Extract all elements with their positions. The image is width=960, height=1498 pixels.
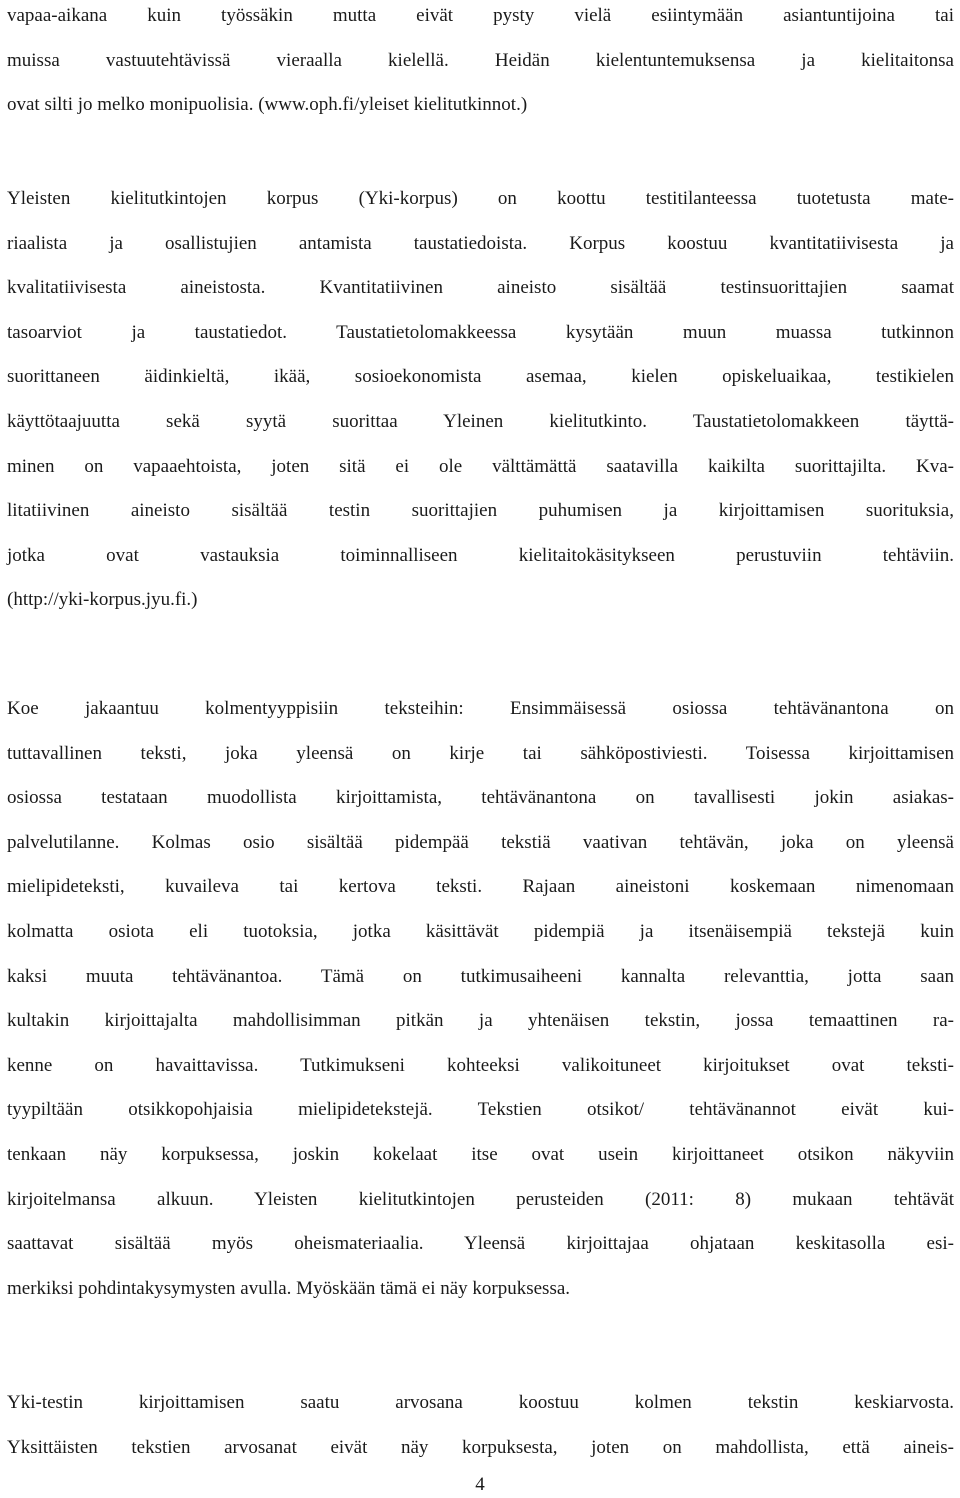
- text-line: Yki-testin kirjoittamisen saatu arvosana koostuu kolmen tekstin keskiarvosta.: [7, 1392, 954, 1413]
- text-line: kolmatta osiota eli tuotoksia, jotka käsittävät pidempiä ja itsenäisempiä tekstejä kuin: [7, 920, 954, 942]
- text-line: riaalista ja osallistujien antamista taustatiedoista. Korpus koostuu kvantitatiivisesta ja: [7, 232, 954, 254]
- text-line: minen on vapaaehtoista, joten sitä ei ole välttämättä saatavilla kaikilta suorittajilta. Kva-: [7, 455, 954, 477]
- text-line: ovat silti jo melko monipuolisia. (www.oph.fi/yleiset kielitutkinnot.): [7, 94, 528, 116]
- text-line: mielipideteksti, kuvaileva tai kertova teksti. Rajaan aineistoni koskemaan nimenomaan: [7, 876, 954, 898]
- text-line: kirjoitelmansa alkuun. Yleisten kielitutkintojen perusteiden (2011: 8) mukaan tehtävät: [7, 1188, 954, 1210]
- text-line: tenkaan näy korpuksessa, joskin kokelaat itse ovat usein kirjoittaneet otsikon näkyviin: [7, 1143, 954, 1165]
- text-line: merkiksi pohdintakysymysten avulla. Myöskään tämä ei näy korpuksessa.: [7, 1277, 571, 1299]
- text-line: kvalitatiivisesta aineistosta. Kvantitatiivinen aineisto sisältää testinsuorittajien saamat: [7, 277, 954, 299]
- text-line: Yleisten kielitutkintojen korpus (Yki-korpus) on koottu testitilanteessa tuotetusta mate-: [7, 188, 954, 209]
- text-line: tuttavallinen teksti, joka yleensä on kirje tai sähköpostiviesti. Toisessa kirjoittamisen: [7, 742, 954, 764]
- text-line: osiossa testataan muodollista kirjoittamista, tehtävänantona on tavallisesti jokin asiakas-: [7, 787, 954, 809]
- paragraph-4: [7, 1381, 954, 1470]
- text-line: Yksittäisten tekstien arvosanat eivät näy korpuksesta, joten on mahdollista, että aineis-: [7, 1436, 954, 1458]
- text-line: suorittaneen äidinkieltä, ikää, sosioekonomista asemaa, kielen opiskeluaikaa, testikielen: [7, 366, 954, 388]
- text-line: litatiivinen aineisto sisältää testin suorittajien puhumisen ja kirjoittamisen suorituksia,: [7, 500, 954, 522]
- text-line: muissa vastuutehtävissä vieraalla kielellä. Heidän kielentuntemuksensa ja kielitaitonsa: [7, 49, 954, 71]
- paragraph-3: [7, 687, 954, 1311]
- text-line: saattavat sisältää myös oheismateriaalia. Yleensä kirjoittajaa ohjataan keskitasolla esi-: [7, 1233, 954, 1255]
- text-line: kenne on havaittavissa. Tutkimukseni kohteeksi valikoituneet kirjoitukset ovat teksti-: [7, 1054, 954, 1076]
- page-number: 4: [475, 1474, 485, 1495]
- text-line: jotka ovat vastauksia toiminnalliseen kielitaitokäsitykseen perustuviin tehtäviin.: [7, 544, 954, 566]
- text-line: kaksi muuta tehtävänantoa. Tämä on tutkimusaiheeni kannalta relevanttia, jotta saan: [7, 965, 954, 987]
- paragraph-1: [7, 0, 954, 128]
- text-line: (http://yki-korpus.jyu.fi.): [7, 589, 198, 611]
- text-line: tyypiltään otsikkopohjaisia mielipidetekstejä. Tekstien otsikot/ tehtävänannot eivät kui-: [7, 1099, 954, 1121]
- text-line: kultakin kirjoittajalta mahdollisimman pitkän ja yhtenäisen tekstin, jossa temaattinen ra-: [7, 1010, 954, 1032]
- text-line: käyttötaajuutta sekä syytä suorittaa Yleinen kielitutkinto. Taustatietolomakkeen täyttä-: [7, 410, 954, 432]
- text-line: tasoarviot ja taustatiedot. Taustatietolomakkeessa kysytään muun muassa tutkinnon: [7, 321, 954, 343]
- text-line: Koe jakaantuu kolmentyyppisiin teksteihin: Ensimmäisessä osiossa tehtävänantona on: [7, 698, 954, 719]
- text-line: vapaa-aikana kuin työssäkin mutta eivät pysty vielä esiintymään asiantuntijoina tai: [7, 5, 954, 26]
- paragraph-2: [7, 177, 954, 623]
- text-line: palvelutilanne. Kolmas osio sisältää pidempää tekstiä vaativan tehtävän, joka on yleensä: [7, 831, 954, 853]
